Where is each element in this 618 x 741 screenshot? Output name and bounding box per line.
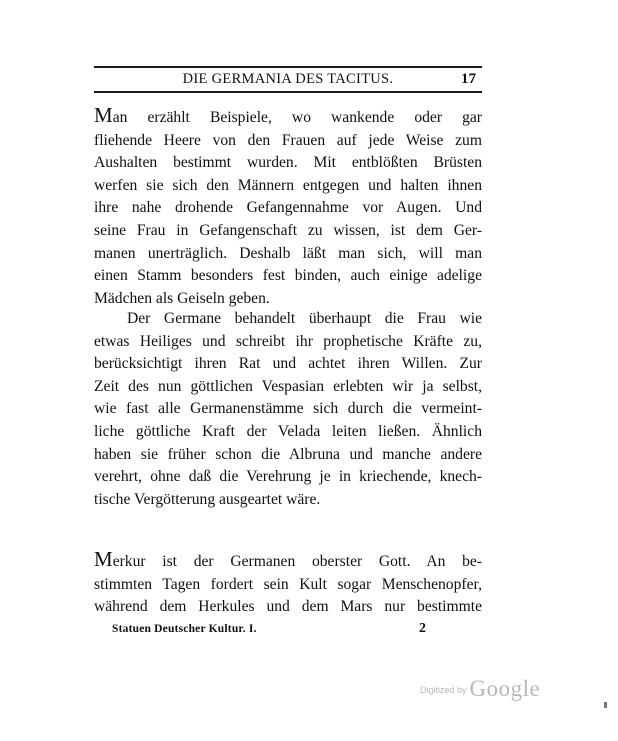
text-line: verehrt, ohne daß die Verehrung je in kriechende, knech- <box>94 468 482 486</box>
running-title: DIE GERMANIA DES TACITUS. <box>182 71 394 87</box>
text-line: Mädchen als Geiseln geben. <box>94 289 270 307</box>
text-line: ihre nahe drohende Gefangennahme vor Augen. Und <box>94 199 482 217</box>
drop-cap: M <box>94 547 113 571</box>
signature-number: 2 <box>419 621 426 636</box>
header-top-rule <box>94 66 482 68</box>
text-line: werfen sie sich den Männern entgegen und halten ihnen <box>94 176 482 194</box>
text-line: liche göttliche Kraft der Velada leiten ließen. Ähnlich <box>94 422 482 440</box>
text-line: manen unerträglich. Deshalb läßt man sich, will man <box>94 244 482 262</box>
text-line: wie fast alle Germanenstämme sich durch die vermeint- <box>94 400 482 418</box>
scan-edge-mark <box>604 702 607 708</box>
signature-mark: Statuen Deutscher Kultur. I. <box>112 623 257 635</box>
text-line: fliehende Heere von den Frauen auf jede Weise zum <box>94 131 482 149</box>
text-line: haben sie früher schon die Albruna und manche andere <box>94 445 482 463</box>
google-logo: Google <box>469 676 541 701</box>
text-line: Man erzählt Beispiele, wo wankende oder gar <box>94 103 482 127</box>
paragraph-1 <box>94 104 482 310</box>
text-line: etwas Heiliges und schreibt ihr prophetische Kräfte zu, <box>94 332 482 350</box>
header-bottom-rule <box>94 91 482 93</box>
page-header <box>94 70 482 89</box>
paragraph-3 <box>94 548 482 619</box>
paragraph-2 <box>94 308 482 511</box>
drop-cap: M <box>94 103 113 127</box>
text-line: Aushalten bestimmt wurden. Mit entblößten Brüsten <box>94 154 482 172</box>
text-line: Merkur ist der Germanen oberster Gott. An be- <box>94 547 482 571</box>
text-line: einen Stamm besonders fest binden, auch einige adelige <box>94 267 482 285</box>
text-line: Zeit des nun göttlichen Vespasian erlebten wir ja selbst, <box>94 377 482 395</box>
text-line: seine Frau in Gefangenschaft zu wissen, ist dem Ger- <box>94 221 482 239</box>
text-line: stimmten Tagen fordert sein Kult sogar Menschenopfer, <box>94 575 482 593</box>
text-line: während dem Herkules und dem Mars nur bestimmte <box>94 598 482 616</box>
text-line: berücksichtigt ihren Rat und achtet ihren Willen. Zur <box>94 355 482 373</box>
page-number: 17 <box>461 71 476 87</box>
text-line: tische Vergötterung ausgeartet wäre. <box>94 490 321 508</box>
signature-line <box>112 620 442 638</box>
text-line: Der Germane behandelt überhaupt die Frau wie <box>127 310 482 327</box>
watermark-prefix: Digitized by <box>420 685 467 695</box>
digitized-watermark <box>420 676 540 702</box>
